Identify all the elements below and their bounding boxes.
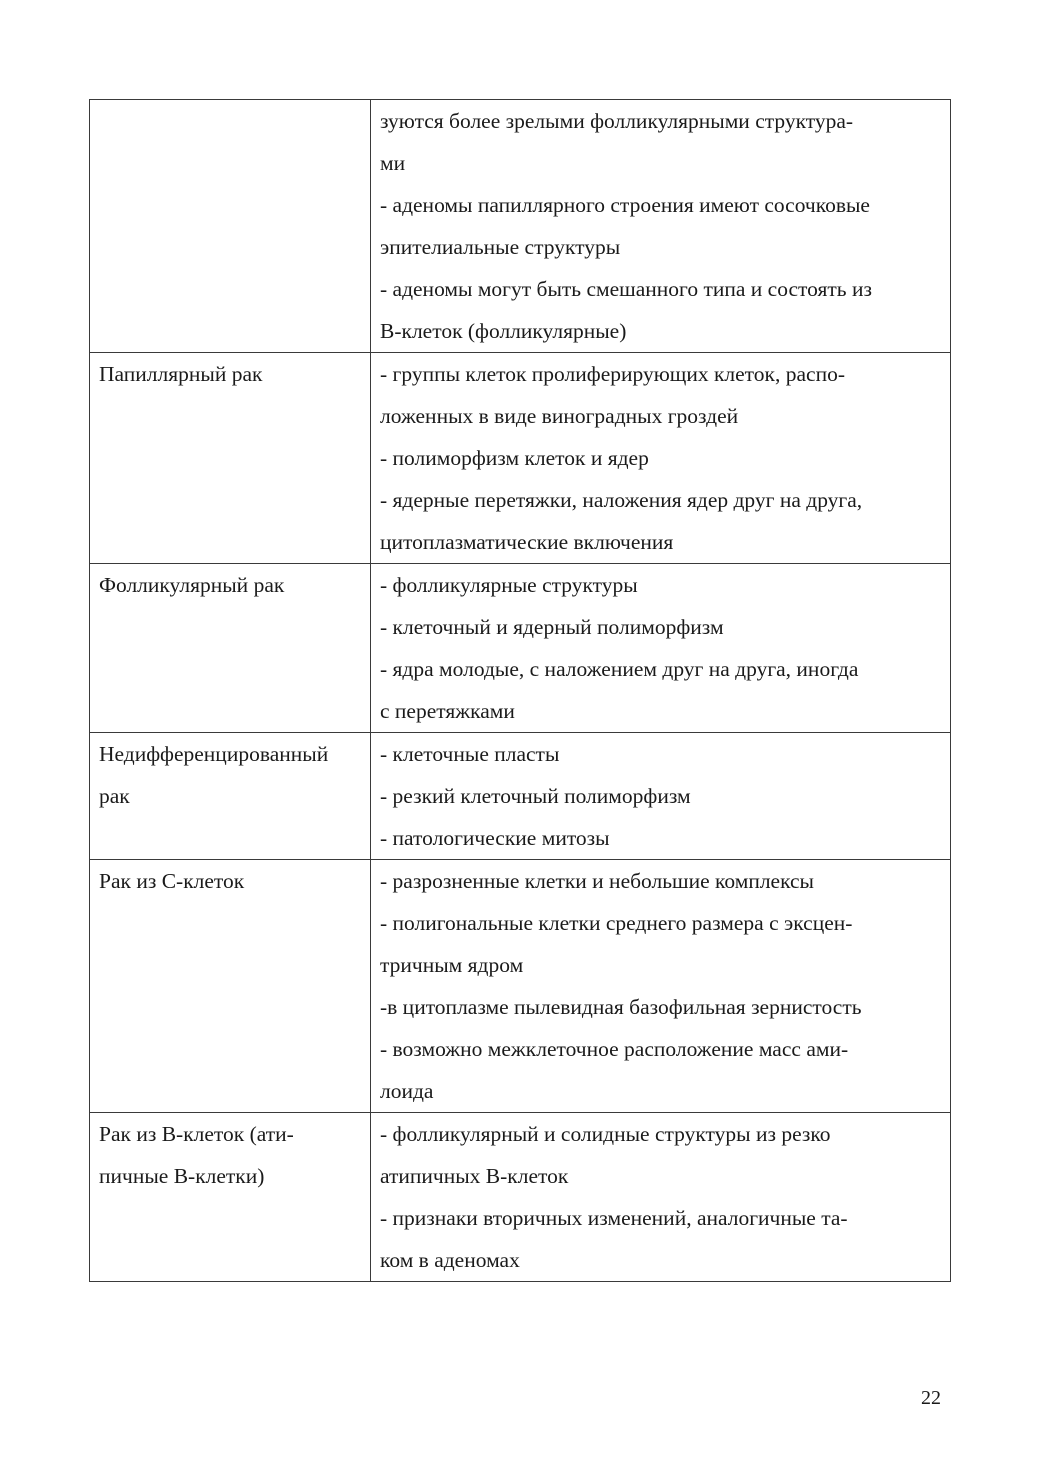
cell-text-line: - клеточный и ядерный полиморфизм: [380, 615, 724, 639]
table-row: [90, 860, 951, 1113]
cell-text-line: Фолликулярный рак: [99, 573, 285, 597]
table-cell-left: [90, 1113, 371, 1282]
table-cell-left: [90, 564, 371, 733]
table-row: [90, 733, 951, 860]
cell-text-line: Рак из С-клеток: [99, 869, 245, 893]
cell-text-line: рак: [99, 784, 130, 808]
page-number: 22: [921, 1387, 941, 1409]
cell-text-line: зуются более зрелыми фолликулярными структура-: [380, 109, 854, 133]
cell-text-line: тричным ядром: [380, 953, 524, 977]
table-cell-left: [90, 860, 371, 1113]
cell-text-line: цитоплазматические включения: [380, 530, 674, 554]
table-cell-right: [371, 564, 951, 733]
cell-text-line: Рак из В-клеток (ати-: [99, 1122, 294, 1146]
cell-text-line: ложенных в виде виноградных гроздей: [380, 404, 739, 428]
table-cell-right: [371, 733, 951, 860]
cell-text-line: Недифференцированный: [99, 742, 329, 766]
cell-text-line: - возможно межклеточное расположение масс ами-: [380, 1037, 849, 1061]
table-row: [90, 100, 951, 353]
cell-text-line: -в цитоплазме пылевидная базофильная зернистость: [380, 995, 862, 1019]
table-cell-right: [371, 1113, 951, 1282]
cell-text-line: - группы клеток пролиферирующих клеток, распо-: [380, 362, 845, 386]
cell-text-line: В-клеток (фолликулярные): [380, 319, 627, 343]
cell-text-line: - фолликулярный и солидные структуры из резко: [380, 1122, 831, 1146]
cell-text-line: - резкий клеточный полиморфизм: [380, 784, 691, 808]
cell-text-line: с перетяжками: [380, 699, 515, 723]
table-cell-left: [90, 733, 371, 860]
table-cell-right: [371, 100, 951, 353]
cell-text-line: - аденомы могут быть смешанного типа и состоять из: [380, 277, 872, 301]
cell-text-line: атипичных В-клеток: [380, 1164, 569, 1188]
cell-text-line: лоида: [380, 1079, 434, 1103]
cell-text-line: - полиморфизм клеток и ядер: [380, 446, 649, 470]
cell-text-line: - фолликулярные структуры: [380, 573, 638, 597]
cell-text-line: ми: [380, 151, 406, 175]
cell-text-line: ком в аденомах: [380, 1248, 520, 1272]
table-cell-left: [90, 100, 371, 353]
cell-text-line: - разрозненные клетки и небольшие комплексы: [380, 869, 814, 893]
cytology-table: [89, 99, 951, 1282]
cell-text-line: пичные В-клетки): [99, 1164, 265, 1188]
cell-text-line: - ядра молодые, с наложением друг на друга, иногда: [380, 657, 859, 681]
cell-text-line: - клеточные пласты: [380, 742, 560, 766]
cell-text-line: Папиллярный рак: [99, 362, 263, 386]
cell-text-line: - полигональные клетки среднего размера с эксцен-: [380, 911, 853, 935]
table-cell-left: [90, 353, 371, 564]
cell-text-line: - ядерные перетяжки, наложения ядер друг на друга,: [380, 488, 863, 512]
cell-text-line: эпителиальные структуры: [380, 235, 621, 259]
table-row: [90, 564, 951, 733]
table-cell-right: [371, 353, 951, 564]
table-cell-right: [371, 860, 951, 1113]
cell-text-line: - аденомы папиллярного строения имеют сосочковые: [380, 193, 870, 217]
table-row: [90, 353, 951, 564]
cell-text-line: - патологические митозы: [380, 826, 610, 850]
table-row: [90, 1113, 951, 1282]
cell-text-line: - признаки вторичных изменений, аналогичные та-: [380, 1206, 848, 1230]
